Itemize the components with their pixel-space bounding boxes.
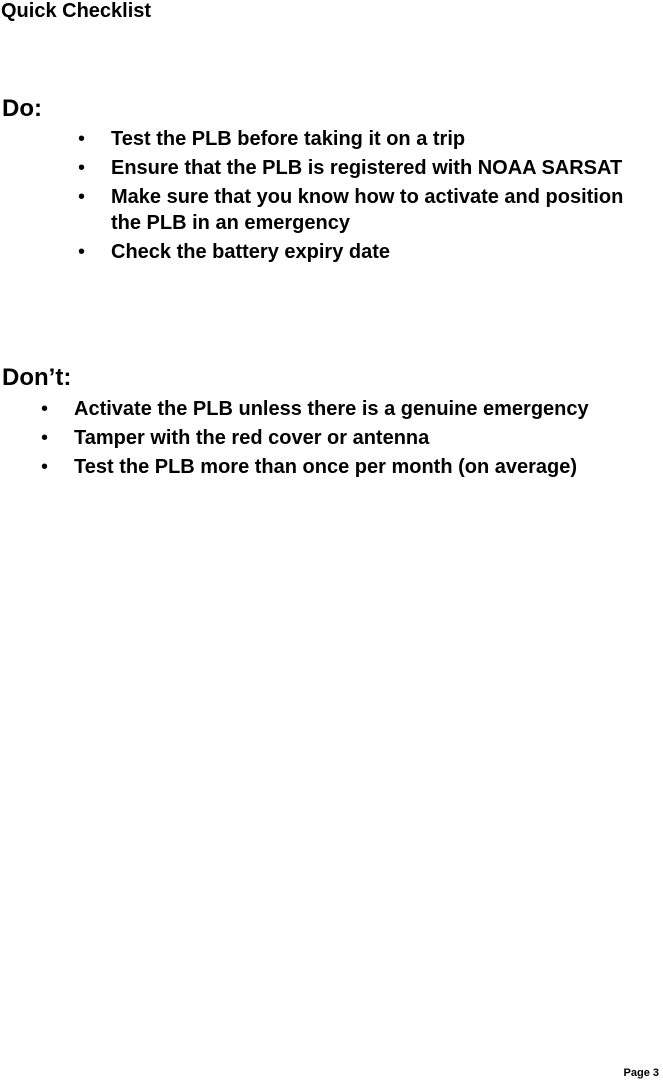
dont-item-text: Activate the PLB unless there is a genuine emergency [74, 398, 589, 420]
bullet-icon: • [41, 398, 49, 420]
do-list-item [70, 155, 630, 181]
dont-item-text: Test the PLB more than once per month (on average) [74, 456, 578, 478]
bullet-icon: • [78, 186, 86, 208]
dont-list-item [33, 396, 593, 422]
bullet-icon: • [78, 157, 86, 179]
do-heading: Do: [2, 95, 42, 122]
dont-heading: Don’t: [2, 364, 72, 391]
do-item-text: Ensure that the PLB is registered with NOAA SARSAT [111, 157, 623, 179]
do-item-text: Check the battery expiry date [111, 241, 390, 263]
bullet-icon: • [78, 128, 86, 150]
dont-list [33, 396, 593, 483]
dont-list-item [33, 454, 593, 480]
do-list [70, 126, 630, 268]
do-item-text: Make sure that you know how to activate and position the PLB in an emergency [111, 186, 624, 234]
do-item-text: Test the PLB before taking it on a trip [111, 128, 466, 150]
dont-item-text: Tamper with the red cover or antenna [74, 427, 430, 449]
page-number: Page 3 [623, 1067, 659, 1079]
dont-list-item [33, 425, 593, 451]
do-list-item [70, 126, 630, 152]
do-list-item [70, 184, 630, 236]
bullet-icon: • [41, 427, 49, 449]
do-list-item [70, 239, 630, 265]
bullet-icon: • [78, 241, 86, 263]
page-title: Quick Checklist [1, 0, 152, 22]
bullet-icon: • [41, 456, 49, 478]
